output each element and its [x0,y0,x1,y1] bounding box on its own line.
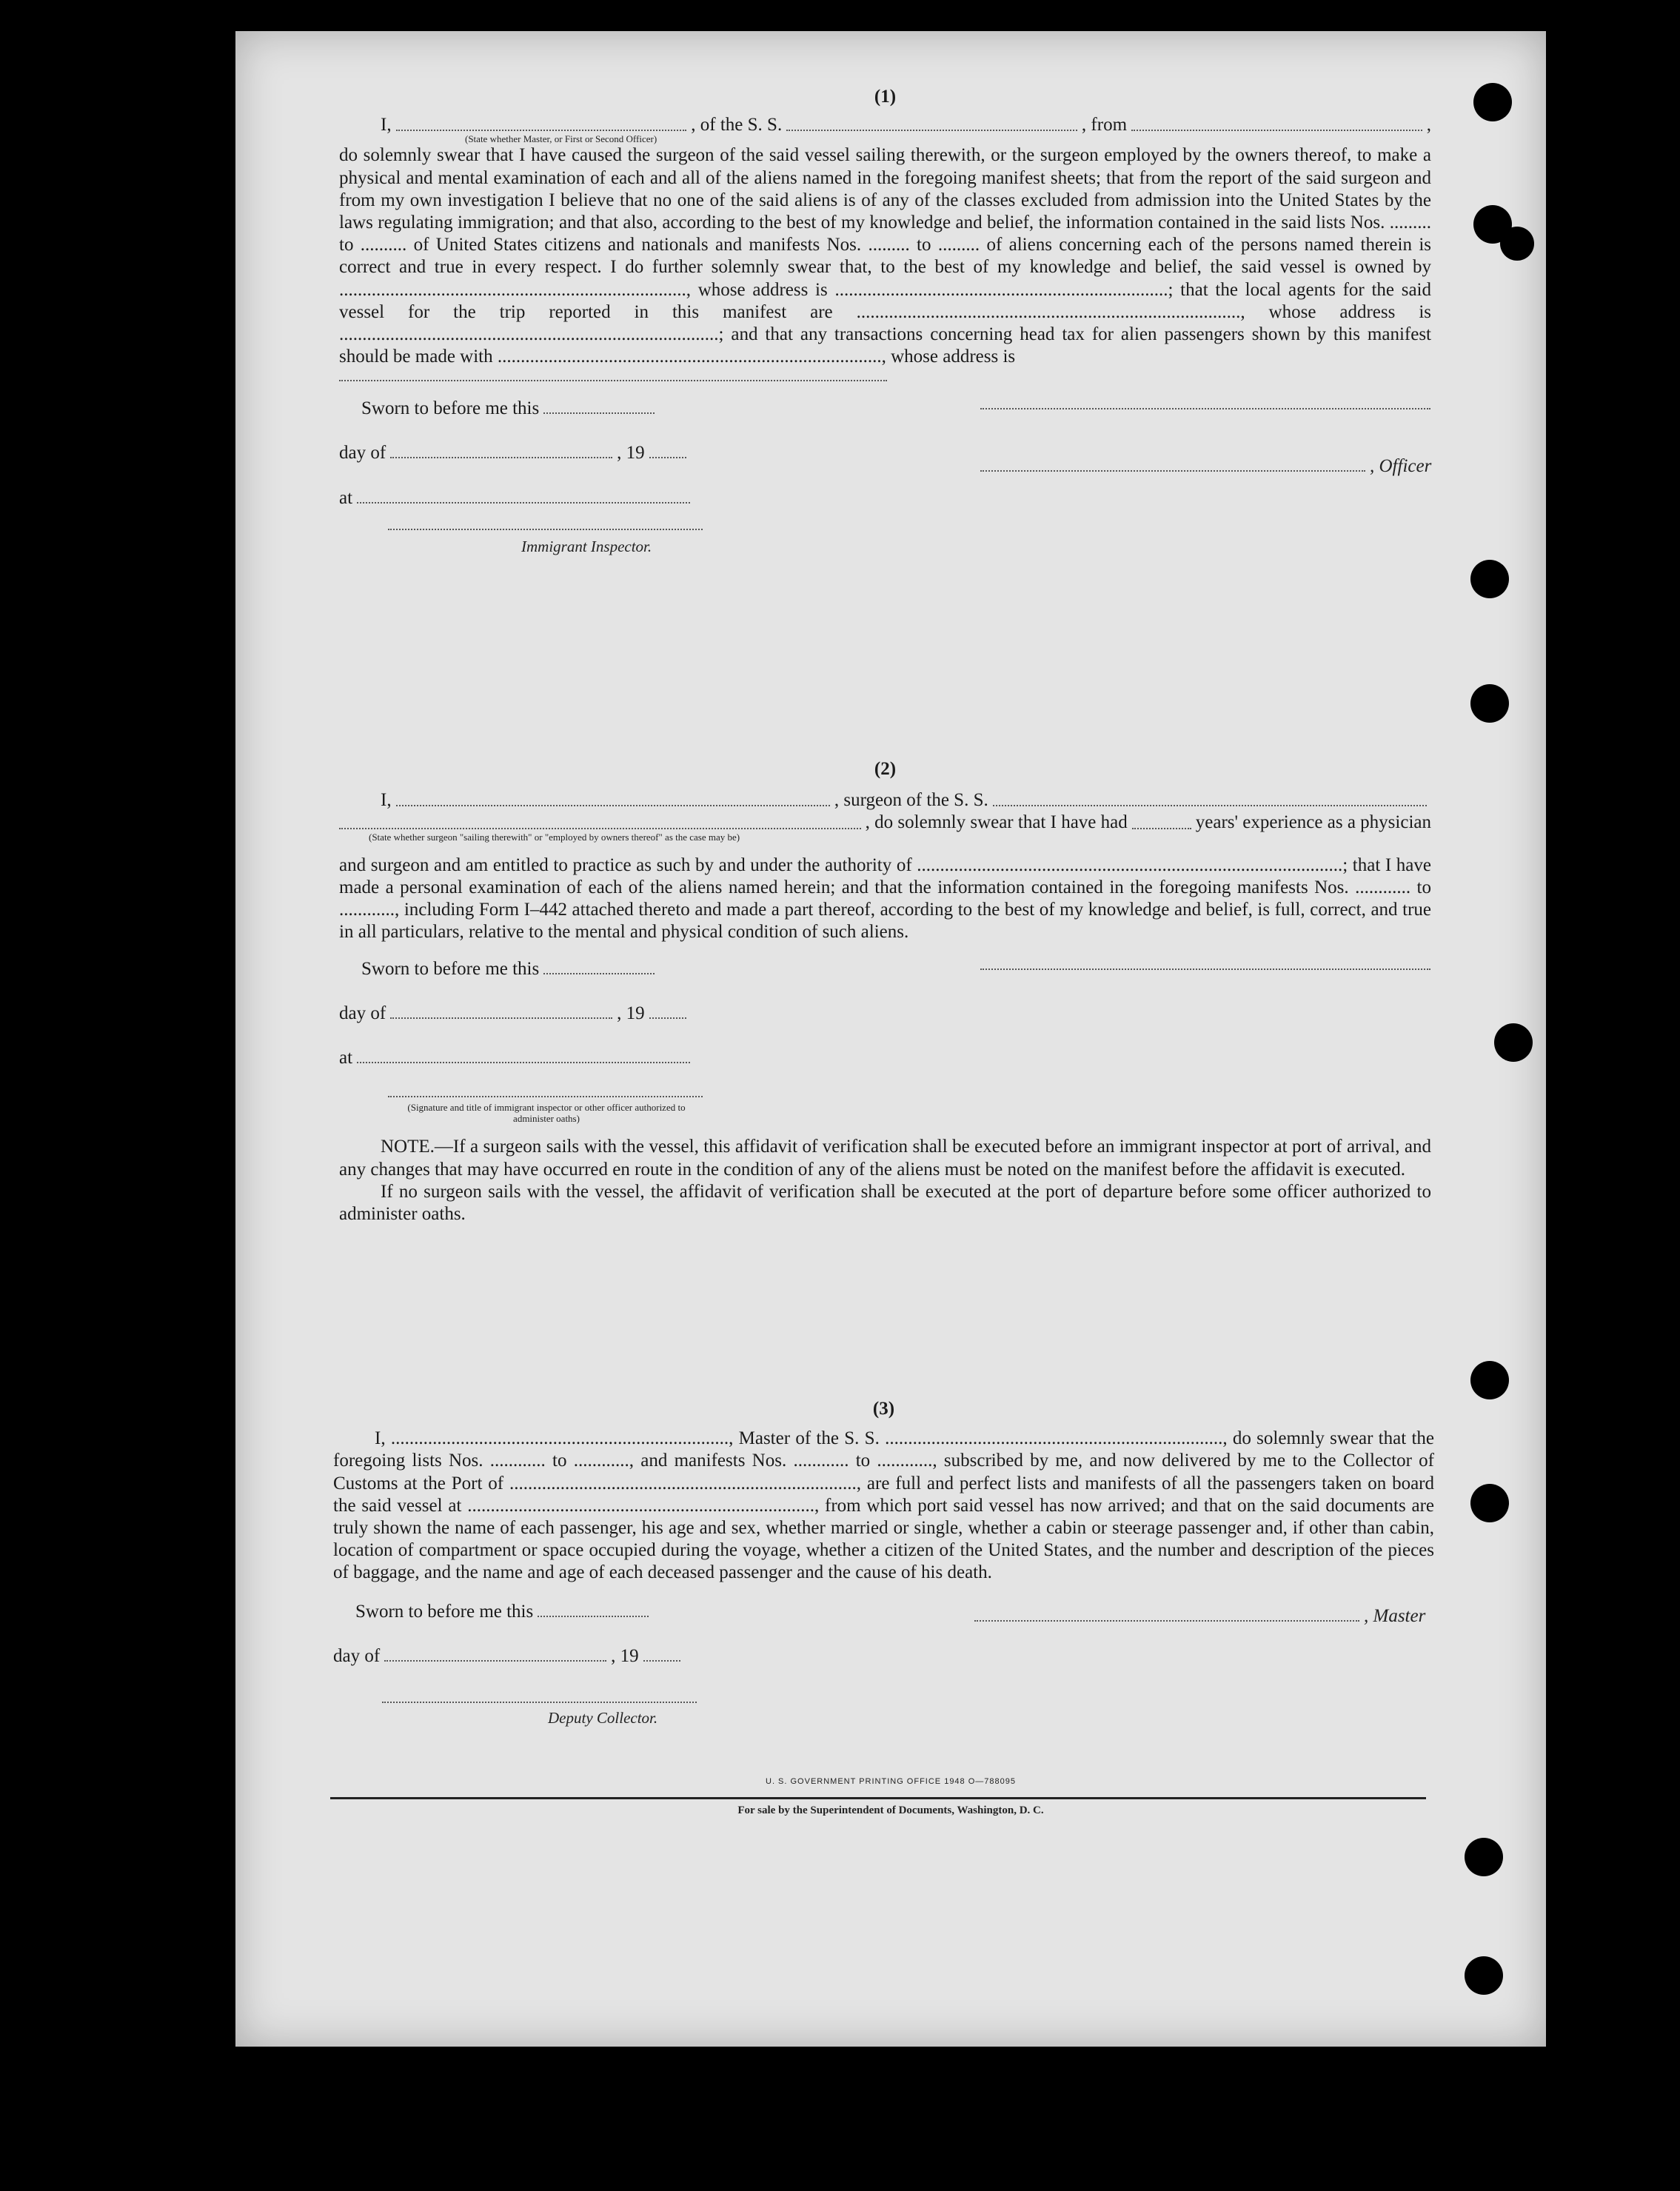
day-line [339,442,691,464]
from-blank[interactable] [1131,130,1422,131]
master-name-blank[interactable] [974,1620,1359,1622]
officer-signature-blank[interactable] [980,408,1430,409]
surgeon-signature-blank[interactable] [980,969,1430,970]
inspector-signature-blank[interactable] [388,529,703,530]
year-label: , 19 [617,1003,645,1024]
year-label: , 19 [617,443,645,464]
day-line [339,1003,691,1025]
at-blank[interactable] [357,1062,690,1063]
footer-rule [330,1797,1426,1799]
oath-paragraph: I, ........................................................................., Master of the S. S. ........................................................................., do solemnly swear that the foregoing lists Nos. ............ to ............, and manifests Nos. ............ to ............, subscribed by me, and now delivered by me to the Collector of Customs at the Port of ..........................................................................., are full and perfect lists and manifests of all the passengers taken on board the said vessel at ..........................................................................., from which port said vessel has now arrived; and that on the said documents are truly shown the name of each passenger, his age and sex, whether married or single, whether a cabin or steerage passenger and, if other than cabin, location of compartment or space occupied during the voyage, whether a citizen of the United States, and the number and description of the pieces of baggage, and the name and age of each deceased passenger and the cause of his death. [333,1428,1434,1583]
sworn-blank[interactable] [543,412,655,414]
ship-blank[interactable] [993,805,1427,806]
year-blank[interactable] [649,1017,686,1019]
swear-label: , do solemnly swear that I have had [865,812,1128,833]
year-blank[interactable] [643,1660,680,1662]
section-number: (1) [874,87,897,107]
for-sale-line: For sale by the Superintendent of Documents, Washington, D. C. [737,1804,1044,1816]
inspector-signature-blank[interactable] [388,1096,703,1097]
master-caption: , Master [1364,1605,1426,1626]
day-label: day of [339,443,386,464]
punch-hole [1470,1361,1509,1399]
printing-office-mark: U. S. GOVERNMENT PRINTING OFFICE 1948 O—788095 [766,1777,1016,1786]
years-blank[interactable] [1132,828,1191,829]
at-line [339,487,695,509]
year-blank[interactable] [649,457,686,458]
oath-paragraph: and surgeon and am entitled to practice as such by and under the authority of ............................................................................................; that I have made a personal examination of each of the aliens named herein; and that the information contained in the foregoing manifests Nos. ............ to ............, including Form I–442 attached thereto and made a part thereof, according to the best of my knowledge and belief, is full, correct, and true in all particulars, relative to the mental and physical condition of such aliens. [339,854,1431,943]
note-paragraph-2: If no surgeon sails with the vessel, the affidavit of verification shall be executed at the port of departure before some officer authorized to administer oaths. [339,1181,1431,1225]
at-label: at [339,1048,353,1068]
experience-label: years' experience as a physician [1195,812,1431,833]
surgeon-name-blank[interactable] [396,805,830,806]
affidavit-master [339,86,1431,583]
officer-blank[interactable] [396,130,687,131]
officer-note: (State whether Master, or First or Second Officer) [465,133,657,145]
officer-line [980,455,1431,478]
signature-area [339,958,1431,1136]
oath-paragraph: do solemnly swear that I have caused the surgeon of the said vessel sailing therewith, or the surgeon employed by the owners thereof, to make a physical and mental examination of each and all of the aliens named in the foregoing manifest sheets; that from the report of the said surgeon and from my own investigation I believe that no one of the said aliens is of any of the classes excluded from admission into the United States by the laws regulating immigration; and that also, according to the best of my knowledge and belief, the information contained in the said lists Nos. ......... to .......... of United States citizens and nationals and manifests Nos. ......... to ......... of aliens concerning each of the persons named therein is correct and true in every respect. I do further solemnly swear that, to the best of my knowledge and belief, the said vessel is owned by ..........................................................................., whose address is ........................................................................; that the local agents for the said vessel for the trip reported in this manifest are ..................................................................................., whose address is ..................................................................................; and that any transactions concerning head tax for alien passengers shown by this manifest should be made with ..................................................................................., whose address is [339,145,1431,367]
sworn-line [361,958,659,980]
punch-hole [1470,684,1509,723]
at-label: at [339,488,353,509]
deputy-caption: Deputy Collector. [548,1708,658,1727]
inspector-caption: Immigrant Inspector. [521,538,652,556]
at-blank[interactable] [357,502,690,504]
day-label: day of [333,1645,381,1666]
sworn-blank[interactable] [543,973,655,974]
punch-hole [1470,560,1509,598]
note-paragraph: NOTE.—If a surgeon sails with the vessel, this affidavit of verification shall be executed before an immigrant inspector at port of arrival, and any changes that may have occurred en route in the condition of any of the aliens must be noted on the manifest before the affidavit is executed. [339,1137,1431,1180]
manifest-page [235,31,1546,2047]
punch-hole [1500,227,1534,261]
sworn-label: Sworn to before me this [361,959,540,980]
surgeon-note: (State whether surgeon "sailing therewith" or "employed by owners thereof" as the case may be) [369,831,740,843]
section-number: (3) [872,1399,895,1419]
surgeon-type-blank[interactable] [339,828,861,829]
ship-blank[interactable] [786,130,1077,131]
punch-hole [1465,1838,1503,1876]
section-number: (2) [874,759,897,779]
day-blank[interactable] [390,1017,612,1019]
deputy-signature-blank[interactable] [382,1702,697,1703]
sworn-line [355,1601,653,1623]
punch-hole [1473,83,1512,121]
punch-hole [1470,1484,1509,1522]
signature-area [333,1601,1434,1749]
punch-hole [1494,1023,1533,1062]
at-line [339,1047,695,1069]
signature-area [339,398,1431,583]
ship-label: , surgeon of the S. S. [834,790,988,811]
officer-name-blank[interactable] [980,470,1365,472]
ship-label: , of the S. S. [691,115,783,136]
affidavit-surgeon [339,758,1431,1225]
day-line [333,1645,685,1667]
oath-word: I, [381,790,392,811]
day-label: day of [339,1003,386,1024]
signature-note: (Signature and title of immigrant inspector or other officer authorized to administer oaths) [407,1102,686,1125]
year-label: , 19 [611,1645,639,1666]
officer-caption: , Officer [1370,456,1432,477]
affidavit-master-lists [333,1398,1434,1749]
day-blank[interactable] [390,457,612,458]
master-line [974,1605,1425,1628]
oath-word: I, [381,115,392,136]
sworn-line [361,398,659,420]
sworn-label: Sworn to before me this [355,1601,534,1622]
oath-line [339,789,1431,812]
sworn-blank[interactable] [538,1616,649,1617]
comma: , [1426,115,1431,136]
from-label: , from [1081,115,1128,136]
punch-hole [1465,1956,1503,1995]
address-blank[interactable] [339,368,887,381]
sworn-label: Sworn to before me this [361,398,540,419]
day-blank[interactable] [384,1660,606,1662]
